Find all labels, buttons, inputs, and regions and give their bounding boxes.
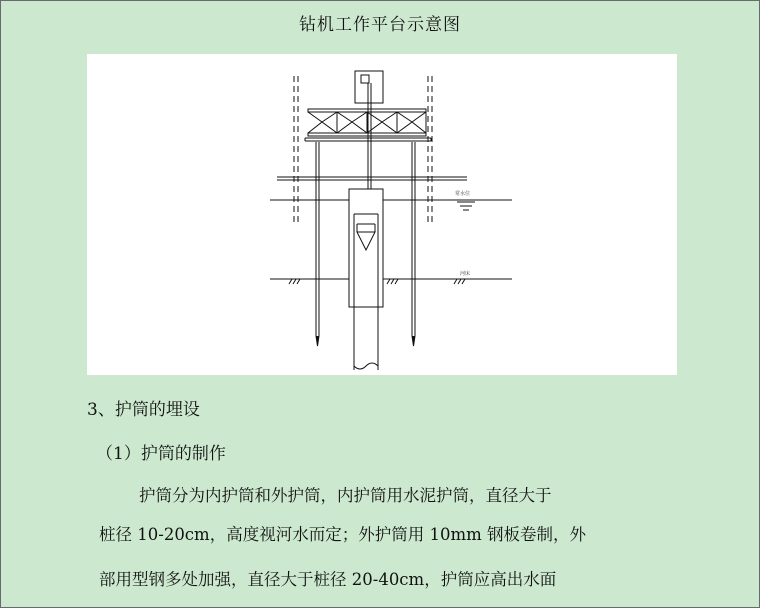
paragraph-line-2: 桩径 10-20cm，高度视河水而定；外护筒用 10mm 钢板卷制，外 (99, 525, 586, 544)
diagram-svg (87, 54, 677, 375)
figure-title: 钻机工作平台示意图 (299, 15, 461, 35)
soil-hatch-3 (454, 279, 465, 284)
truss-top-chord (308, 109, 426, 112)
drilling-platform-diagram (87, 54, 677, 375)
pile-right-tip (412, 336, 415, 346)
truss-bottom-chord (308, 133, 426, 136)
riverbed-label: 河床 (460, 271, 471, 277)
paragraph-line-1: 护筒分为内护筒和外护筒，内护筒用水泥护筒，直径大于 (139, 486, 552, 505)
soil-hatch-1 (289, 279, 300, 284)
soil-hatch-2 (387, 279, 398, 284)
paragraph-line-3: 部用型钢多处加强，直径大于桩径 20-40cm，护筒应高出水面 (99, 570, 557, 589)
pile-left-tip (316, 336, 319, 346)
pile-break-line (354, 363, 378, 369)
truss-web (308, 112, 426, 133)
drill-head-inner (361, 75, 369, 83)
water-level-label: 常水位 (455, 191, 471, 197)
subsection-heading: （1）护筒的制作 (96, 444, 226, 464)
section-heading: 3、护筒的埋设 (87, 400, 200, 420)
